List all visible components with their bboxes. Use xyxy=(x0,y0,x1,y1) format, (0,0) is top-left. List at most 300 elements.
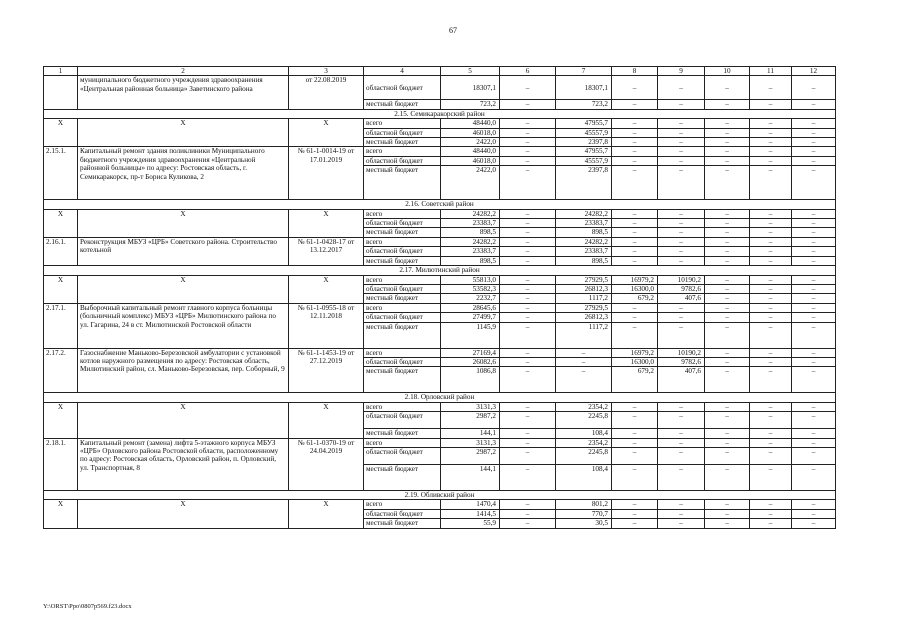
col-header: 4 xyxy=(364,67,441,76)
empty-value: – xyxy=(500,275,556,284)
x-mark: Х xyxy=(78,500,289,528)
budget-type: местный бюджет xyxy=(364,519,441,528)
empty-value: – xyxy=(792,402,836,411)
section-row xyxy=(44,490,836,499)
table-row xyxy=(44,303,836,312)
empty-value: – xyxy=(705,100,750,109)
empty-value: – xyxy=(750,294,792,303)
x-mark: Х xyxy=(289,500,364,528)
empty-value: – xyxy=(705,284,750,293)
budget-type: всего xyxy=(364,119,441,128)
empty-value: – xyxy=(612,219,658,228)
empty-value: – xyxy=(500,247,556,256)
empty-value: – xyxy=(658,256,705,265)
empty-value: – xyxy=(500,464,556,490)
budget-type: местный бюджет xyxy=(364,322,441,348)
empty-value: – xyxy=(792,519,836,528)
col-header: 5 xyxy=(441,67,500,76)
value-cell: 24282,2 xyxy=(556,209,612,218)
item-name: Выборочный капитальный ремонт главного корпуса больницы (больничный комплекс) МБУЗ «ЦРБ» Милютинского района по ул. Гагарина, 24 в ст. Милютинской Ростовской области xyxy=(78,303,289,348)
empty-value: – xyxy=(705,367,750,393)
empty-value: – xyxy=(750,429,792,438)
value-cell: 18307,1 xyxy=(441,76,500,100)
empty-value: – xyxy=(750,209,792,218)
empty-value: – xyxy=(750,156,792,165)
section-row xyxy=(44,109,836,118)
value-cell: 2245,8 xyxy=(556,412,612,429)
item-document: № 61-1-0428-17 от 13.12.2017 xyxy=(289,237,364,265)
table-row xyxy=(44,119,836,128)
empty-value: – xyxy=(705,166,750,200)
empty-value: – xyxy=(750,284,792,293)
value-cell: 1145,9 xyxy=(441,322,500,348)
item-document: № 61-1-0955-18 от 12.11.2018 xyxy=(289,303,364,348)
empty-value: – xyxy=(792,247,836,256)
empty-value: – xyxy=(500,100,556,109)
value-cell: 55,9 xyxy=(441,519,500,528)
empty-value: – xyxy=(612,76,658,100)
empty-value: – xyxy=(500,147,556,156)
budget-type: областной бюджет xyxy=(364,357,441,366)
empty-value: – xyxy=(750,247,792,256)
budget-type: всего xyxy=(364,275,441,284)
empty-value: – xyxy=(658,156,705,165)
value-cell: 55813,0 xyxy=(441,275,500,284)
value-cell: 723,2 xyxy=(556,100,612,109)
item-number xyxy=(44,76,78,109)
empty-value: – xyxy=(500,447,556,464)
empty-value: – xyxy=(658,303,705,312)
empty-value: – xyxy=(612,464,658,490)
value-cell: 45557,9 xyxy=(556,156,612,165)
value-cell: 2397,8 xyxy=(556,166,612,200)
empty-value: – xyxy=(750,519,792,528)
value-cell: 2422,0 xyxy=(441,138,500,147)
empty-value: – xyxy=(792,348,836,357)
empty-value: – xyxy=(705,275,750,284)
empty-value: – xyxy=(750,237,792,246)
empty-value: – xyxy=(658,464,705,490)
empty-value: – xyxy=(500,500,556,509)
budget-type: всего xyxy=(364,303,441,312)
table-row xyxy=(44,500,836,509)
empty-value: – xyxy=(792,119,836,128)
empty-value: – xyxy=(658,322,705,348)
section-title: 2.15. Семикаракорский район xyxy=(44,109,836,118)
empty-value: – xyxy=(792,447,836,464)
budget-type: областной бюджет xyxy=(364,412,441,429)
empty-value: – xyxy=(556,348,612,357)
empty-value: – xyxy=(792,464,836,490)
value-cell: 24282,2 xyxy=(556,237,612,246)
value-cell: 24282,2 xyxy=(441,237,500,246)
x-mark: Х xyxy=(78,402,289,438)
value-cell: 45557,9 xyxy=(556,128,612,137)
empty-value: – xyxy=(658,519,705,528)
col-header: 6 xyxy=(500,67,556,76)
empty-value: – xyxy=(705,447,750,464)
empty-value: – xyxy=(500,519,556,528)
value-cell: 2397,8 xyxy=(556,138,612,147)
empty-value: – xyxy=(612,429,658,438)
empty-value: – xyxy=(612,322,658,348)
empty-value: – xyxy=(500,438,556,447)
value-cell: 1414,5 xyxy=(441,509,500,518)
value-cell: 108,4 xyxy=(556,429,612,438)
empty-value: – xyxy=(792,76,836,100)
empty-value: – xyxy=(500,412,556,429)
table-row xyxy=(44,76,836,100)
empty-value: – xyxy=(500,357,556,366)
empty-value: – xyxy=(500,367,556,393)
budget-type: областной бюджет xyxy=(364,509,441,518)
empty-value: – xyxy=(750,412,792,429)
value-cell: 108,4 xyxy=(556,464,612,490)
empty-value: – xyxy=(792,429,836,438)
empty-value: – xyxy=(792,412,836,429)
budget-type: местный бюджет xyxy=(364,138,441,147)
value-cell: 2422,0 xyxy=(441,166,500,200)
value-cell: 47955,7 xyxy=(556,119,612,128)
empty-value: – xyxy=(792,228,836,237)
value-cell: 18307,1 xyxy=(556,76,612,100)
budget-type: местный бюджет xyxy=(364,367,441,393)
budget-type: всего xyxy=(364,348,441,357)
item-number: 2.18.1. xyxy=(44,438,78,490)
empty-value: – xyxy=(500,219,556,228)
section-row xyxy=(44,266,836,275)
section-title: 2.16. Советский район xyxy=(44,200,836,209)
empty-value: – xyxy=(658,247,705,256)
section-title: 2.18. Орловский район xyxy=(44,393,836,402)
table-row xyxy=(44,147,836,156)
budget-type: местный бюджет xyxy=(364,228,441,237)
empty-value: – xyxy=(500,294,556,303)
col-header: 10 xyxy=(705,67,750,76)
budget-type: местный бюджет xyxy=(364,100,441,109)
empty-value: – xyxy=(705,247,750,256)
empty-value: – xyxy=(658,219,705,228)
item-number: 2.15.1. xyxy=(44,147,78,200)
empty-value: – xyxy=(750,76,792,100)
empty-value: – xyxy=(705,138,750,147)
value-cell: 9782,6 xyxy=(658,284,705,293)
table-row xyxy=(44,275,836,284)
budget-type: областной бюджет xyxy=(364,219,441,228)
empty-value: – xyxy=(612,138,658,147)
empty-value: – xyxy=(612,509,658,518)
empty-value: – xyxy=(792,147,836,156)
empty-value: – xyxy=(750,119,792,128)
empty-value: – xyxy=(612,256,658,265)
table-row xyxy=(44,348,836,357)
section-title: 2.17. Милютинский район xyxy=(44,266,836,275)
value-cell: 898,5 xyxy=(556,228,612,237)
empty-value: – xyxy=(612,402,658,411)
empty-value: – xyxy=(612,166,658,200)
col-header: 3 xyxy=(289,67,364,76)
value-cell: 27169,4 xyxy=(441,348,500,357)
empty-value: – xyxy=(750,348,792,357)
x-mark: Х xyxy=(44,119,78,147)
value-cell: 10190,2 xyxy=(658,348,705,357)
empty-value: – xyxy=(750,464,792,490)
section-row xyxy=(44,393,836,402)
value-cell: 1470,4 xyxy=(441,500,500,509)
budget-table xyxy=(43,66,836,529)
empty-value: – xyxy=(792,256,836,265)
value-cell: 144,1 xyxy=(441,464,500,490)
budget-type: местный бюджет xyxy=(364,464,441,490)
empty-value: – xyxy=(792,156,836,165)
value-cell: 48440,0 xyxy=(441,147,500,156)
empty-value: – xyxy=(705,509,750,518)
empty-value: – xyxy=(658,429,705,438)
empty-value: – xyxy=(612,412,658,429)
value-cell: 10190,2 xyxy=(658,275,705,284)
empty-value: – xyxy=(792,509,836,518)
empty-value: – xyxy=(612,228,658,237)
value-cell: 23383,7 xyxy=(441,219,500,228)
header-row xyxy=(44,67,836,76)
empty-value: – xyxy=(500,313,556,322)
value-cell: 46018,0 xyxy=(441,128,500,137)
x-mark: Х xyxy=(78,119,289,147)
empty-value: – xyxy=(500,228,556,237)
empty-value: – xyxy=(705,438,750,447)
budget-type: местный бюджет xyxy=(364,256,441,265)
empty-value: – xyxy=(705,322,750,348)
col-header: 11 xyxy=(750,67,792,76)
empty-value: – xyxy=(705,464,750,490)
value-cell: 26812,3 xyxy=(556,284,612,293)
empty-value: – xyxy=(750,166,792,200)
table-row xyxy=(44,438,836,447)
empty-value: – xyxy=(500,128,556,137)
empty-value: – xyxy=(500,237,556,246)
value-cell: 47955,7 xyxy=(556,147,612,156)
budget-type: областной бюджет xyxy=(364,76,441,100)
empty-value: – xyxy=(500,402,556,411)
empty-value: – xyxy=(500,256,556,265)
empty-value: – xyxy=(556,367,612,393)
budget-type: всего xyxy=(364,209,441,218)
empty-value: – xyxy=(658,438,705,447)
empty-value: – xyxy=(750,322,792,348)
empty-value: – xyxy=(658,147,705,156)
empty-value: – xyxy=(705,357,750,366)
value-cell: 1117,2 xyxy=(556,294,612,303)
empty-value: – xyxy=(750,402,792,411)
empty-value: – xyxy=(500,166,556,200)
item-document: № 61-1-1453-19 от 27.12.2019 xyxy=(289,348,364,393)
empty-value: – xyxy=(612,447,658,464)
item-document: от 22.08.2019 xyxy=(289,76,364,109)
empty-value: – xyxy=(705,313,750,322)
empty-value: – xyxy=(750,138,792,147)
value-cell: 26812,3 xyxy=(556,313,612,322)
col-header: 1 xyxy=(44,67,78,76)
value-cell: 2987,2 xyxy=(441,412,500,429)
empty-value: – xyxy=(658,402,705,411)
file-path-footer: Y:\ORST\Ppo\0807p569.f23.docx xyxy=(43,603,132,610)
value-cell: 53582,3 xyxy=(441,284,500,293)
value-cell: 898,5 xyxy=(441,228,500,237)
empty-value: – xyxy=(612,313,658,322)
x-mark: Х xyxy=(289,119,364,147)
empty-value: – xyxy=(792,275,836,284)
value-cell: 801,2 xyxy=(556,500,612,509)
value-cell: 46018,0 xyxy=(441,156,500,165)
value-cell: 16300,0 xyxy=(612,357,658,366)
table-row xyxy=(44,402,836,411)
budget-type: областной бюджет xyxy=(364,447,441,464)
empty-value: – xyxy=(556,357,612,366)
value-cell: 407,6 xyxy=(658,294,705,303)
value-cell: 407,6 xyxy=(658,367,705,393)
value-cell: 48440,0 xyxy=(441,119,500,128)
empty-value: – xyxy=(500,322,556,348)
value-cell: 24282,2 xyxy=(441,209,500,218)
x-mark: Х xyxy=(44,209,78,237)
value-cell: 2245,8 xyxy=(556,447,612,464)
x-mark: Х xyxy=(78,209,289,237)
value-cell: 2354,2 xyxy=(556,438,612,447)
budget-type: всего xyxy=(364,147,441,156)
empty-value: – xyxy=(750,128,792,137)
empty-value: – xyxy=(750,228,792,237)
value-cell: 23383,7 xyxy=(441,247,500,256)
value-cell: 9782,6 xyxy=(658,357,705,366)
value-cell: 723,2 xyxy=(441,100,500,109)
item-number: 2.16.1. xyxy=(44,237,78,265)
budget-type: местный бюджет xyxy=(364,429,441,438)
empty-value: – xyxy=(750,219,792,228)
value-cell: 23383,7 xyxy=(556,247,612,256)
empty-value: – xyxy=(750,367,792,393)
empty-value: – xyxy=(658,237,705,246)
col-header: 12 xyxy=(792,67,836,76)
item-name: Реконструкция МБУЗ «ЦРБ» Советского района. Строительство котельной xyxy=(78,237,289,265)
empty-value: – xyxy=(750,509,792,518)
empty-value: – xyxy=(500,156,556,165)
budget-type: местный бюджет xyxy=(364,294,441,303)
value-cell: 898,5 xyxy=(441,256,500,265)
value-cell: 1117,2 xyxy=(556,322,612,348)
empty-value: – xyxy=(792,313,836,322)
x-mark: Х xyxy=(289,275,364,303)
empty-value: – xyxy=(705,500,750,509)
budget-type: областной бюджет xyxy=(364,247,441,256)
empty-value: – xyxy=(658,138,705,147)
empty-value: – xyxy=(750,275,792,284)
budget-type: всего xyxy=(364,438,441,447)
empty-value: – xyxy=(792,128,836,137)
empty-value: – xyxy=(750,313,792,322)
budget-type: всего xyxy=(364,237,441,246)
empty-value: – xyxy=(612,209,658,218)
empty-value: – xyxy=(705,147,750,156)
empty-value: – xyxy=(792,294,836,303)
empty-value: – xyxy=(500,284,556,293)
value-cell: 23383,7 xyxy=(556,219,612,228)
table-row xyxy=(44,209,836,218)
empty-value: – xyxy=(658,166,705,200)
empty-value: – xyxy=(658,313,705,322)
empty-value: – xyxy=(750,500,792,509)
empty-value: – xyxy=(612,519,658,528)
value-cell: 898,5 xyxy=(556,256,612,265)
empty-value: – xyxy=(500,509,556,518)
value-cell: 16979,2 xyxy=(612,275,658,284)
col-header: 8 xyxy=(612,67,658,76)
empty-value: – xyxy=(500,76,556,100)
empty-value: – xyxy=(750,147,792,156)
value-cell: 679,2 xyxy=(612,294,658,303)
empty-value: – xyxy=(658,128,705,137)
empty-value: – xyxy=(612,303,658,312)
empty-value: – xyxy=(705,128,750,137)
empty-value: – xyxy=(750,438,792,447)
value-cell: 679,2 xyxy=(612,367,658,393)
empty-value: – xyxy=(705,237,750,246)
col-header: 9 xyxy=(658,67,705,76)
empty-value: – xyxy=(658,509,705,518)
empty-value: – xyxy=(658,500,705,509)
empty-value: – xyxy=(705,156,750,165)
empty-value: – xyxy=(658,209,705,218)
empty-value: – xyxy=(750,303,792,312)
empty-value: – xyxy=(792,138,836,147)
value-cell: 27929,5 xyxy=(556,275,612,284)
empty-value: – xyxy=(705,519,750,528)
x-mark: Х xyxy=(44,402,78,438)
empty-value: – xyxy=(612,119,658,128)
x-mark: Х xyxy=(289,402,364,438)
item-name: Капитальный ремонт здания поликлиники Муниципального бюджетного учреждения здравоохранения «Центральной районной больницы» по адресу: Ростовская область, г. Семикаракорск, пр-т Бориса Куликова, 2 xyxy=(78,147,289,200)
empty-value: – xyxy=(792,219,836,228)
budget-type: областной бюджет xyxy=(364,128,441,137)
empty-value: – xyxy=(705,119,750,128)
budget-type: всего xyxy=(364,500,441,509)
empty-value: – xyxy=(705,402,750,411)
item-name: Газоснабжение Маньково-Березовской амбулатории с установкой котлов наружного размещения по адресу: Ростовская область, Милютинский район, сл. Маньково-Березовская, пер. Соборный, 9 xyxy=(78,348,289,393)
empty-value: – xyxy=(500,209,556,218)
empty-value: – xyxy=(705,294,750,303)
col-header: 7 xyxy=(556,67,612,76)
empty-value: – xyxy=(612,100,658,109)
empty-value: – xyxy=(792,166,836,200)
empty-value: – xyxy=(658,412,705,429)
empty-value: – xyxy=(705,303,750,312)
page-number: 67 xyxy=(449,26,457,35)
value-cell: 30,5 xyxy=(556,519,612,528)
budget-type: областной бюджет xyxy=(364,313,441,322)
empty-value: – xyxy=(750,357,792,366)
value-cell: 144,1 xyxy=(441,429,500,438)
budget-type: местный бюджет xyxy=(364,166,441,200)
empty-value: – xyxy=(750,256,792,265)
budget-type: областной бюджет xyxy=(364,284,441,293)
empty-value: – xyxy=(792,357,836,366)
empty-value: – xyxy=(658,119,705,128)
empty-value: – xyxy=(658,100,705,109)
value-cell: 770,7 xyxy=(556,509,612,518)
item-number: 2.17.1. xyxy=(44,303,78,348)
value-cell: 16979,2 xyxy=(612,348,658,357)
empty-value: – xyxy=(612,438,658,447)
item-number: 2.17.2. xyxy=(44,348,78,393)
